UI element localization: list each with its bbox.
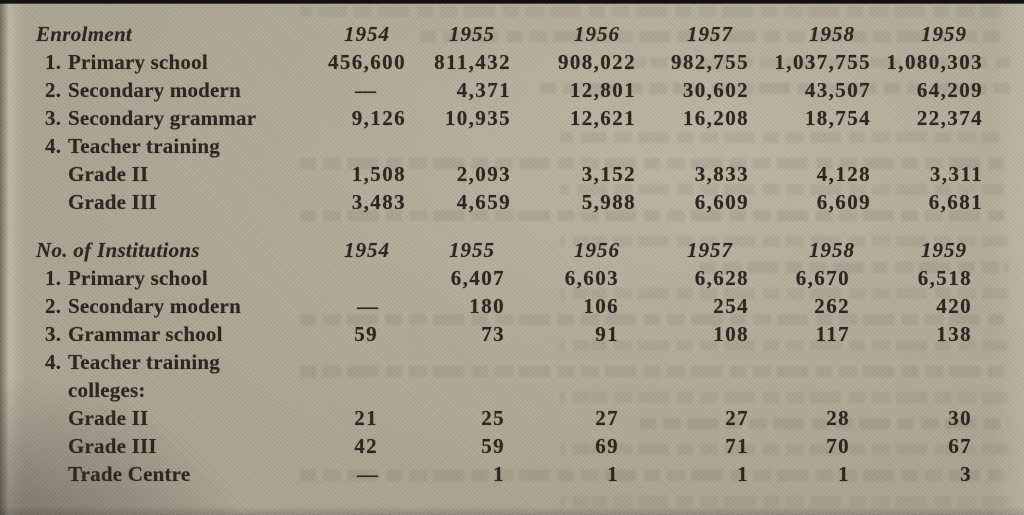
- row-label-cell: [36, 266, 303, 294]
- table-row: [36, 78, 983, 106]
- row-number: 2.: [45, 294, 62, 318]
- row-label-cell: [36, 462, 303, 490]
- row-label-cell: [36, 322, 303, 350]
- value-cell: [871, 134, 983, 162]
- value-cell: 27: [725, 406, 749, 430]
- row-number: 1.: [45, 266, 62, 290]
- value-cell: [871, 378, 983, 406]
- row-label-cell: [36, 78, 303, 106]
- value-cell: 1,080,303: [886, 50, 983, 74]
- value-cell: 6,603: [564, 266, 619, 290]
- value-cell: 4,128: [816, 162, 871, 186]
- value-cell: 12,801: [569, 78, 636, 102]
- row-label: Secondary grammar: [68, 106, 257, 130]
- value-cell: 42: [354, 434, 378, 458]
- value-cell: 4,659: [456, 190, 511, 214]
- year-header: 1954: [344, 22, 390, 46]
- table-row: [36, 162, 983, 190]
- row-label-cell: [36, 378, 303, 406]
- row-number: 4.: [45, 134, 62, 158]
- value-cell: [511, 378, 636, 406]
- row-label: Primary school: [68, 266, 208, 290]
- value-cell: 138: [936, 322, 972, 346]
- row-label: Secondary modern: [68, 78, 241, 102]
- value-cell: 908,022: [557, 50, 636, 74]
- value-cell: [871, 350, 983, 378]
- value-cell: 59: [481, 434, 505, 458]
- value-cell: 1,037,755: [774, 50, 871, 74]
- value-cell: 4,371: [456, 78, 511, 102]
- row-number: 1.: [45, 50, 62, 74]
- value-cell: [303, 266, 406, 294]
- value-cell: 3,833: [694, 162, 749, 186]
- value-cell: [749, 134, 871, 162]
- value-cell: 6,628: [694, 266, 749, 290]
- row-number: 4.: [45, 350, 62, 374]
- value-cell: 108: [713, 322, 749, 346]
- row-label-cell: [36, 350, 303, 378]
- value-cell: 10,935: [444, 106, 511, 130]
- row-label: Primary school: [68, 50, 208, 74]
- value-cell: 71: [725, 434, 749, 458]
- year-header: 1956: [574, 238, 620, 262]
- value-cell: 6,681: [928, 190, 983, 214]
- row-label: Teacher training: [68, 350, 220, 374]
- scan-top-edge: [0, 0, 1024, 4]
- value-cell: [636, 378, 749, 406]
- value-cell: 6,609: [816, 190, 871, 214]
- row-label: Grade III: [68, 434, 157, 458]
- row-label-cell: [36, 190, 303, 218]
- value-cell: 59: [354, 322, 378, 346]
- value-cell: 1: [493, 462, 505, 486]
- year-header: 1955: [449, 238, 495, 262]
- row-label-cell: [36, 294, 303, 322]
- table-row: [36, 294, 983, 322]
- value-cell: 420: [936, 294, 972, 318]
- value-cell: 27: [595, 406, 619, 430]
- value-cell: 22,374: [916, 106, 983, 130]
- year-header: 1958: [809, 238, 855, 262]
- value-cell: 6,609: [694, 190, 749, 214]
- value-cell: 16,208: [682, 106, 749, 130]
- year-header: 1956: [574, 22, 620, 46]
- year-header: 1955: [449, 22, 495, 46]
- year-header: 1959: [921, 22, 967, 46]
- value-cell: [636, 350, 749, 378]
- year-header: 1958: [809, 22, 855, 46]
- enrolment-table: [36, 22, 983, 218]
- row-label-cell: [36, 134, 303, 162]
- row-label-cell: [36, 106, 303, 134]
- table-row: [36, 406, 983, 434]
- row-label: Grade III: [68, 190, 157, 214]
- row-label: Secondary modern: [68, 294, 241, 318]
- value-cell: 69: [595, 434, 619, 458]
- value-cell: 28: [826, 406, 850, 430]
- value-cell: 1: [607, 462, 619, 486]
- row-label-cell: [36, 50, 303, 78]
- row-label-cell: [36, 406, 303, 434]
- value-cell: [749, 350, 871, 378]
- value-cell: 21: [354, 406, 378, 430]
- year-header: 1957: [687, 238, 733, 262]
- value-cell: [303, 378, 406, 406]
- nil-dash-cell: —: [357, 462, 378, 486]
- table-row: [36, 266, 983, 294]
- value-cell: 5,988: [581, 190, 636, 214]
- year-header: 1957: [687, 22, 733, 46]
- value-cell: 1,508: [351, 162, 406, 186]
- year-header: 1959: [921, 238, 967, 262]
- value-cell: 67: [948, 434, 972, 458]
- row-number: 3.: [45, 106, 62, 130]
- value-cell: 73: [481, 322, 505, 346]
- value-cell: 25: [481, 406, 505, 430]
- value-cell: 1: [838, 462, 850, 486]
- row-label: Trade Centre: [68, 462, 191, 486]
- value-cell: 9,126: [351, 106, 406, 130]
- value-cell: 262: [814, 294, 850, 318]
- table-row: [36, 190, 983, 218]
- value-cell: [406, 378, 511, 406]
- value-cell: 106: [583, 294, 619, 318]
- value-cell: 91: [595, 322, 619, 346]
- value-cell: [749, 378, 871, 406]
- value-cell: 6,670: [795, 266, 850, 290]
- value-cell: 43,507: [804, 78, 871, 102]
- nil-dash-cell: —: [355, 78, 376, 102]
- table-row: [36, 350, 983, 378]
- value-cell: 180: [469, 294, 505, 318]
- value-cell: 456,600: [327, 50, 406, 74]
- row-label: Grade II: [68, 406, 149, 430]
- row-label-cell: [36, 162, 303, 190]
- year-header: 1954: [344, 238, 390, 262]
- value-cell: 12,621: [569, 106, 636, 130]
- table-row: [36, 50, 983, 78]
- value-cell: 117: [815, 322, 850, 346]
- row-label: Grammar school: [68, 322, 223, 346]
- value-cell: 6,518: [917, 266, 972, 290]
- section-title: No. of Institutions: [36, 238, 200, 262]
- value-cell: 64,209: [916, 78, 983, 102]
- row-label: Grade II: [68, 162, 149, 186]
- row-label: colleges:: [68, 378, 146, 402]
- value-cell: 30: [948, 406, 972, 430]
- row-label: Teacher training: [68, 134, 220, 158]
- section-title: Enrolment: [36, 22, 133, 46]
- row-number: 3.: [45, 322, 62, 346]
- table-row: [36, 322, 983, 350]
- table-row: [36, 106, 983, 134]
- institutions-table: [36, 238, 983, 490]
- value-cell: [406, 134, 511, 162]
- value-cell: [303, 350, 406, 378]
- value-cell: 3,483: [351, 190, 406, 214]
- table-row: [36, 378, 983, 406]
- table-row: [36, 134, 983, 162]
- value-cell: 18,754: [804, 106, 871, 130]
- value-cell: [303, 134, 406, 162]
- nil-dash-cell: —: [357, 294, 378, 318]
- statistics-table-area: [36, 22, 983, 490]
- value-cell: [636, 134, 749, 162]
- value-cell: 3: [960, 462, 972, 486]
- value-cell: 3,152: [581, 162, 636, 186]
- table-row: [36, 434, 983, 462]
- value-cell: 3,311: [929, 162, 983, 186]
- value-cell: [511, 134, 636, 162]
- table-row: [36, 462, 983, 490]
- row-label-cell: [36, 434, 303, 462]
- value-cell: 254: [713, 294, 749, 318]
- row-number: 2.: [45, 78, 62, 102]
- value-cell: 2,093: [456, 162, 511, 186]
- value-cell: 811,432: [434, 50, 511, 74]
- value-cell: 1: [737, 462, 749, 486]
- value-cell: 30,602: [682, 78, 749, 102]
- value-cell: [511, 350, 636, 378]
- value-cell: 70: [826, 434, 850, 458]
- value-cell: 982,755: [670, 50, 749, 74]
- value-cell: [406, 350, 511, 378]
- value-cell: 6,407: [450, 266, 505, 290]
